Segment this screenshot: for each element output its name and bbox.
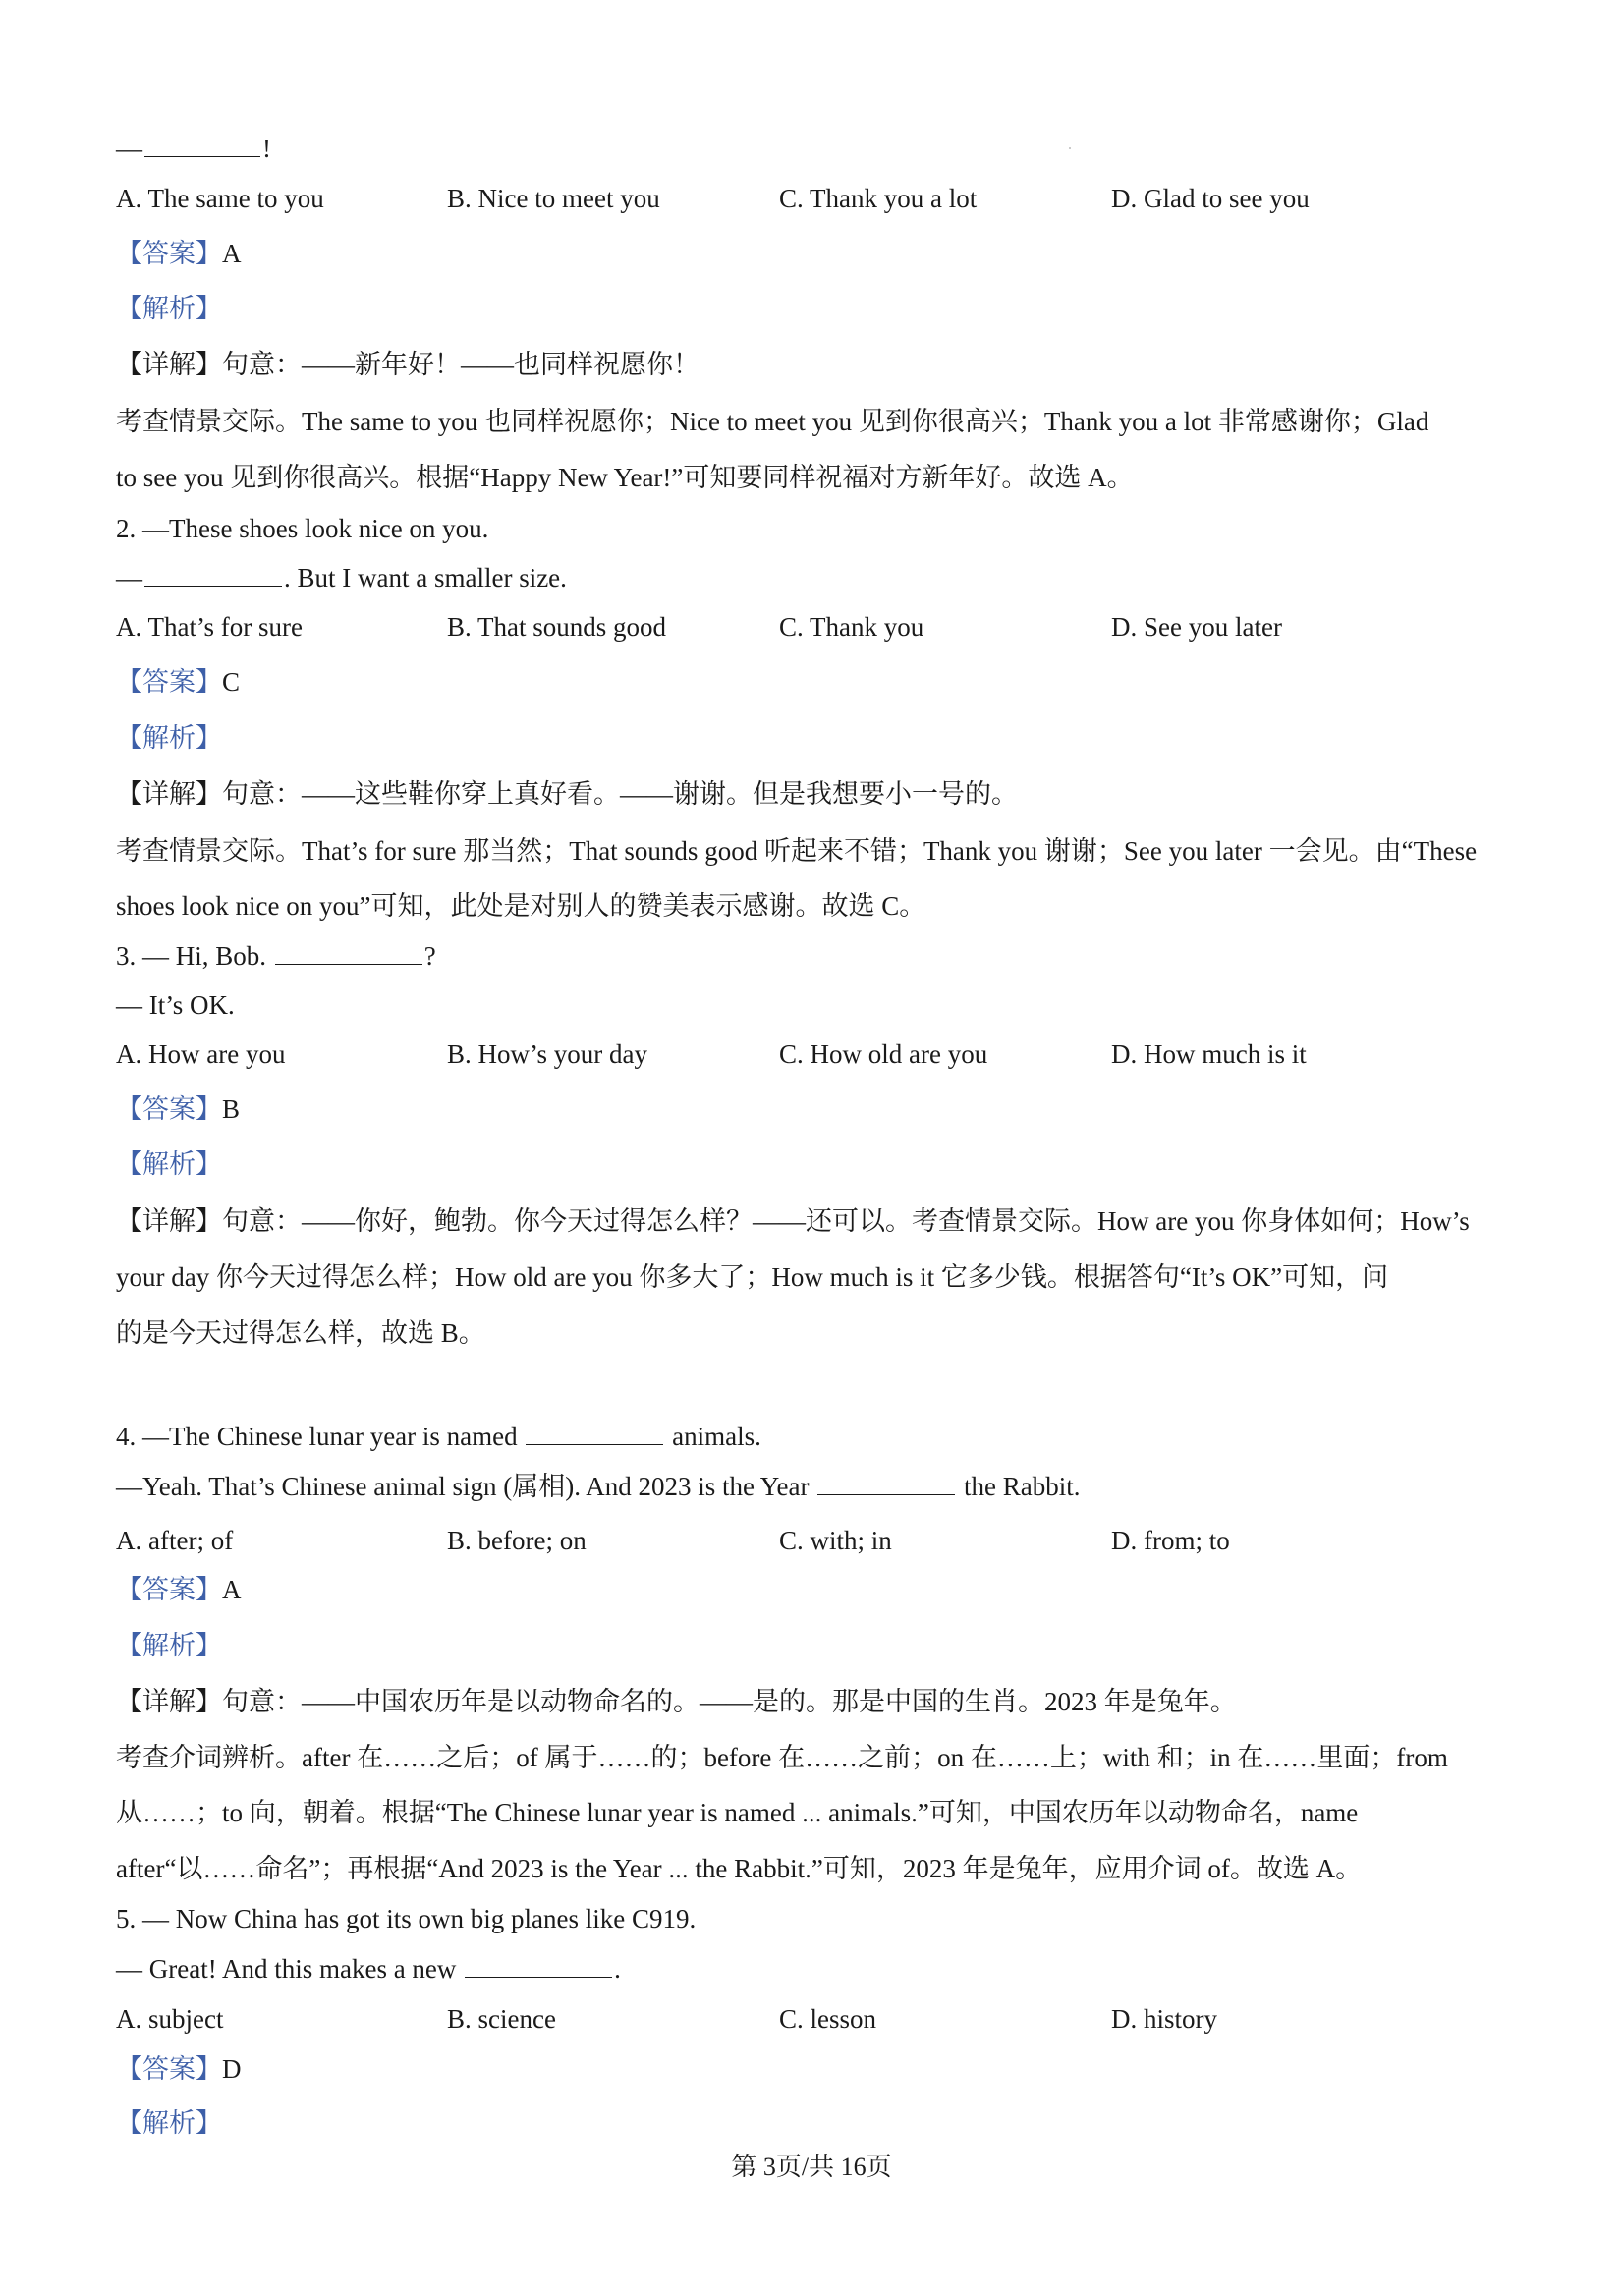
q4-options	[0, 1523, 1623, 1558]
q4-detail-line: after“以……命名”；再根据“And 2023 is the Year ... the Rabbit.”可知，2023 年是兔年，应用介词 of。故选 A。	[116, 1854, 1363, 1883]
detail-tag: 【详解】	[116, 1206, 222, 1236]
q2-stem: — . But I want a smaller size.	[116, 563, 567, 592]
answer-tag: 【答案】	[116, 1094, 222, 1124]
q4-analysis	[116, 1628, 222, 1663]
q3-stem: 3. — Hi, Bob. ?	[116, 941, 436, 971]
q3-detail-line: 的是今天过得怎么样，故选 B。	[116, 1318, 485, 1348]
option-d: D. from; to	[1111, 1526, 1230, 1555]
detail-tag: 【详解】	[116, 779, 222, 809]
answer-blank	[275, 940, 422, 965]
option-b: B. That sounds good	[447, 612, 667, 642]
q1-answer	[116, 236, 242, 271]
answer-letter: D	[222, 2054, 242, 2084]
option-a: A. after; of	[116, 1526, 234, 1555]
analysis-tag: 【解析】	[116, 1631, 222, 1660]
analysis-tag: 【解析】	[116, 294, 222, 323]
option-a: A. That’s for sure	[116, 612, 303, 642]
option-a: A. subject	[116, 2004, 224, 2034]
option-c: C. Thank you a lot	[779, 184, 978, 213]
answer-letter: A	[222, 1575, 242, 1604]
q5-stem: 5. — Now China has got its own big planes like C919.	[116, 1904, 697, 1933]
option-d: D. Glad to see you	[1111, 184, 1310, 213]
answer-tag: 【答案】	[116, 667, 222, 697]
answer-blank	[817, 1471, 955, 1495]
q1-stem: — !	[116, 134, 271, 163]
q2-answer	[116, 664, 240, 700]
q2-stem: 2. —These shoes look nice on you.	[116, 514, 489, 543]
option-d: D. How much is it	[1111, 1039, 1307, 1069]
answer-tag: 【答案】	[116, 2054, 222, 2084]
option-d: D. history	[1111, 2004, 1217, 2034]
option-a: A. The same to you	[116, 184, 324, 213]
q3-analysis	[116, 1147, 222, 1182]
q5-options	[0, 2001, 1623, 2037]
q4-detail-line: 【详解】句意：——中国农历年是以动物命名的。——是的。那是中国的生肖。2023 年是兔年。	[116, 1687, 1237, 1716]
q5-stem: — Great! And this makes a new .	[116, 1954, 621, 1984]
q4-stem: —Yeah. That’s Chinese animal sign (属相). And 2023 is the Year the Rabbit.	[116, 1472, 1081, 1501]
q3-detail-line: your day 你今天过得怎么样；How old are you 你多大了；How much is it 它多少钱。根据答句“It’s OK”可知，问	[116, 1262, 1389, 1292]
q3-stem: — It’s OK.	[116, 990, 235, 1020]
q1-options	[0, 181, 1623, 216]
answer-letter: C	[222, 667, 241, 697]
answer-blank	[526, 1421, 663, 1445]
option-c: C. lesson	[779, 2004, 877, 2034]
q1-detail-line: 【详解】句意：——新年好！——也同样祝愿你！	[116, 350, 700, 379]
q3-options	[0, 1036, 1623, 1072]
detail-tag: 【详解】	[116, 1687, 222, 1716]
q1-detail-line: to see you 见到你很高兴。根据“Happy New Year!”可知要同样祝福对方新年好。故选 A。	[116, 463, 1134, 492]
q2-detail-line: shoes look nice on you”可知，此处是对别人的赞美表示感谢。故选 C。	[116, 891, 926, 921]
answer-blank	[144, 562, 282, 587]
option-c: C. with; in	[779, 1526, 892, 1555]
answer-blank	[144, 133, 260, 157]
q4-detail-line: 从……；to 向，朝着。根据“The Chinese lunar year is named ... animals.”可知，中国农历年以动物命名，name	[116, 1798, 1359, 1827]
q4-detail-line: 考查介词辨析。after 在……之后；of 属于……的；before 在……之前；on 在……上；with 和；in 在……里面；from	[116, 1743, 1448, 1772]
q4-stem: 4. —The Chinese lunar year is named animals.	[116, 1422, 761, 1451]
detail-tag: 【详解】	[116, 350, 222, 379]
answer-blank	[465, 1953, 612, 1978]
q3-answer	[116, 1092, 240, 1127]
answer-letter: A	[222, 239, 242, 268]
q4-answer	[116, 1572, 242, 1607]
q1-detail-line: 考查情景交际。The same to you 也同样祝愿你；Nice to meet you 见到你很高兴；Thank you a lot 非常感谢你；Glad	[116, 407, 1429, 436]
answer-tag: 【答案】	[116, 239, 222, 268]
q2-analysis	[116, 720, 222, 756]
answer-tag: 【答案】	[116, 1575, 222, 1604]
option-c: C. Thank you	[779, 612, 924, 642]
option-b: B. How’s your day	[447, 1039, 647, 1069]
option-b: B. Nice to meet you	[447, 184, 660, 213]
page-footer: 第 3页/共 16页	[731, 2153, 892, 2181]
q2-detail-line: 考查情景交际。That’s for sure 那当然；That sounds good 听起来不错；Thank you 谢谢；See you later 一会见。由“These	[116, 836, 1478, 866]
option-c: C. How old are you	[779, 1039, 988, 1069]
option-d: D. See you later	[1111, 612, 1282, 642]
option-a: A. How are you	[116, 1039, 286, 1069]
q2-detail-line: 【详解】句意：——这些鞋你穿上真好看。——谢谢。但是我想要小一号的。	[116, 779, 1018, 809]
analysis-tag: 【解析】	[116, 2108, 222, 2138]
analysis-tag: 【解析】	[116, 723, 222, 753]
q5-analysis	[116, 2105, 222, 2141]
analysis-tag: 【解析】	[116, 1149, 222, 1179]
q2-options	[0, 609, 1623, 644]
q3-detail-line: 【详解】句意：——你好，鲍勃。你今天过得怎么样？——还可以。考查情景交际。How are you 你身体如何；How’s	[116, 1206, 1470, 1236]
answer-letter: B	[222, 1094, 241, 1124]
option-b: B. science	[447, 2004, 556, 2034]
q1-analysis	[116, 291, 222, 326]
q5-answer	[116, 2051, 242, 2087]
option-b: B. before; on	[447, 1526, 587, 1555]
scan-speck	[1069, 147, 1071, 149]
